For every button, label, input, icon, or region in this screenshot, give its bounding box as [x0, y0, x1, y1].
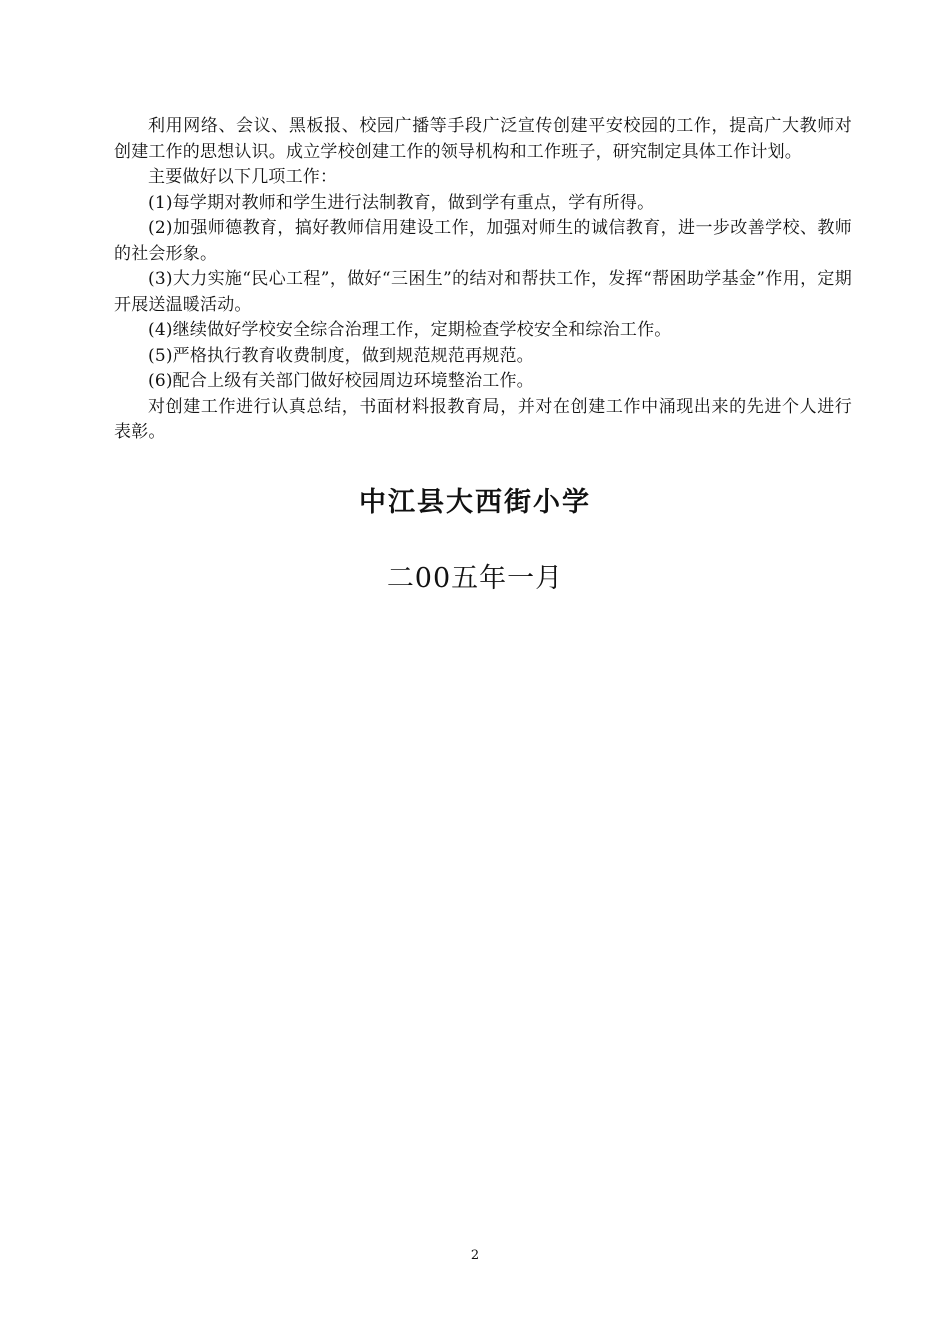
signature-date: 二00五年一月: [386, 563, 564, 594]
paragraph-task-6: (6)配合上级有关部门做好校园周边环境整治工作。: [148, 371, 534, 391]
signature-organization: 中江县大西街小学: [359, 487, 591, 518]
page-number: 2: [470, 1248, 480, 1263]
paragraph-task-5: (5)严格执行教育收费制度，做到规范规范再规范。: [148, 345, 534, 366]
paragraph-task-3: (3)大力实施“民心工程”，做好“三困生”的结对和帮扶工作，发挥“帮困助学基金”作用，定期开展送温暖活动。: [114, 269, 852, 315]
paragraph-task-1: (1)每学期对教师和学生进行法制教育，做到学有重点，学有所得。: [148, 192, 655, 213]
paragraph-publicity: 利用网络、会议、黑板报、校园广播等手段广泛宣传创建平安校园的工作，提高广大教师对创建工作的思想认识。成立学校创建工作的领导机构和工作班子，研究制定具体工作计划。: [114, 116, 852, 162]
body-text: [114, 114, 852, 446]
paragraph-main-tasks-intro: 主要做好以下几项工作：: [148, 167, 338, 187]
paragraph-task-4: (4)继续做好学校安全综合治理工作，定期检查学校安全和综治工作。: [148, 320, 672, 340]
paragraph-summary: 对创建工作进行认真总结，书面材料报教育局，并对在创建工作中涌现出来的先进个人进行表彰。: [114, 396, 852, 442]
paragraph-task-2: (2)加强师德教育，搞好教师信用建设工作，加强对师生的诚信教育，进一步改善学校、教师的社会形象。: [114, 218, 852, 264]
